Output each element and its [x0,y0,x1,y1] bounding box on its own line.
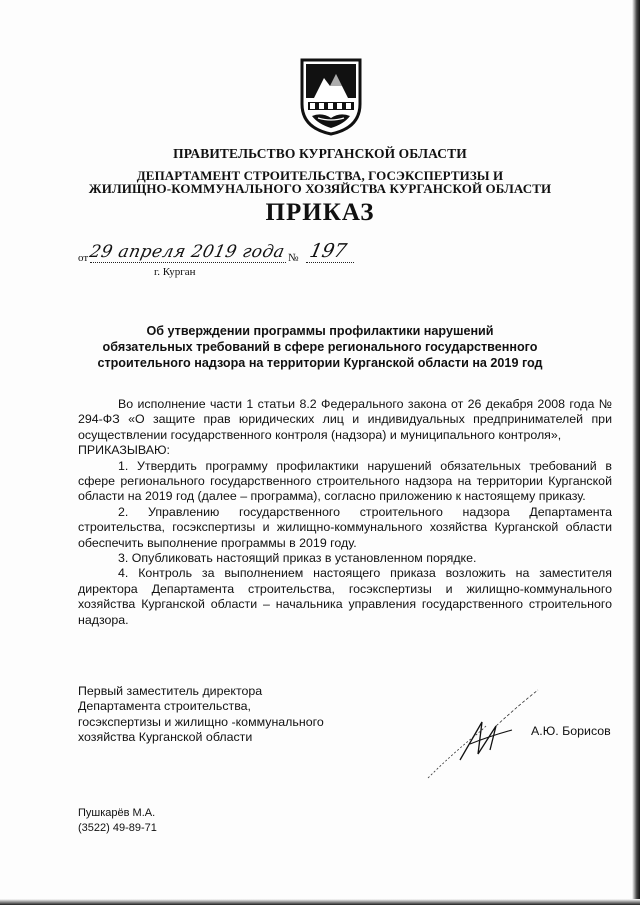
scan-edge-bottom [0,899,640,905]
scan-edge-right [632,0,640,905]
preamble-paragraph: Во исполнение части 1 статьи 8.2 Федерального закона от 26 декабря 2008 года № 294-ФЗ «О защите прав юридических лиц и индивидуальных предпринимателей при осуществлении государственного контроля (надзора) и муниципального контроля», [78,397,612,442]
department-name-line1: ДЕПАРТАМЕНТ СТРОИТЕЛЬСТВА, ГОСЭКСПЕРТИЗЫ И [136,168,504,183]
number-underline [306,262,354,263]
signatory-position [78,684,324,746]
department-name-line2: ЖИЛИЩНО-КОММУНАЛЬНОГО ХОЗЯЙСТВА КУРГАНСКОЙ ОБЛАСТИ [88,181,552,196]
order-body [78,397,612,628]
number-label: № [288,252,299,264]
coat-of-arms-emblem [300,58,362,136]
position-line: Департамента строительства, [78,699,251,714]
city-label: г. Курган [154,266,196,278]
signer-name: А.Ю. Борисов [531,724,611,738]
executor-name: Пушкарёв М.А. [78,807,156,819]
subject-line: строительного надзора на территории Курганской области на 2019 год [97,356,543,370]
order-item: 2. Управлению государственного строительного надзора Департамента строительства, госэкспертизы и жилищно-коммунального хозяйства Курганской области обеспечить выполнение программы в 2019 году. [78,504,612,550]
order-item: 4. Контроль за выполнением настоящего приказа возложить на заместителя директора Департамента строительства, госэкспертизы и жилищно-коммунального хозяйства Курганской области – начальника управления государственного строительного надзора. [78,566,612,627]
government-name: ПРАВИТЕЛЬСТВО КУРГАНСКОЙ ОБЛАСТИ [173,146,467,161]
handwritten-number: 197 [307,240,349,262]
document-title: ПРИКАЗ [265,199,375,226]
position-line: Первый заместитель директора [78,684,263,698]
position-line: хозяйства Курганской области [78,730,253,745]
date-prefix: от [78,252,89,264]
order-subject [0,323,640,371]
date-underline [90,262,286,263]
subject-line: Об утверждении программы профилактики нарушений [146,324,494,338]
executor-phone: (3522) 49-89-71 [78,822,157,834]
position-line: госэкспертизы и жилищно -коммунального [78,714,324,729]
order-word: ПРИКАЗЫВАЮ: [78,443,170,458]
handwritten-date: 29 апреля 2019 года [87,242,287,262]
subject-line: обязательных требований в сфере регионального государственного [102,340,538,354]
order-item: 3. Опубликовать настоящий приказ в установленном порядке. [118,551,477,566]
dateline [78,240,378,280]
executor-info [78,806,157,836]
order-item: 1. Утвердить программу профилактики нарушений обязательных требований в сфере регионального государственного строительного надзора на территории Курганской области на 2019 год (далее – программа), согласно приложению к настоящему приказу. [78,458,612,504]
